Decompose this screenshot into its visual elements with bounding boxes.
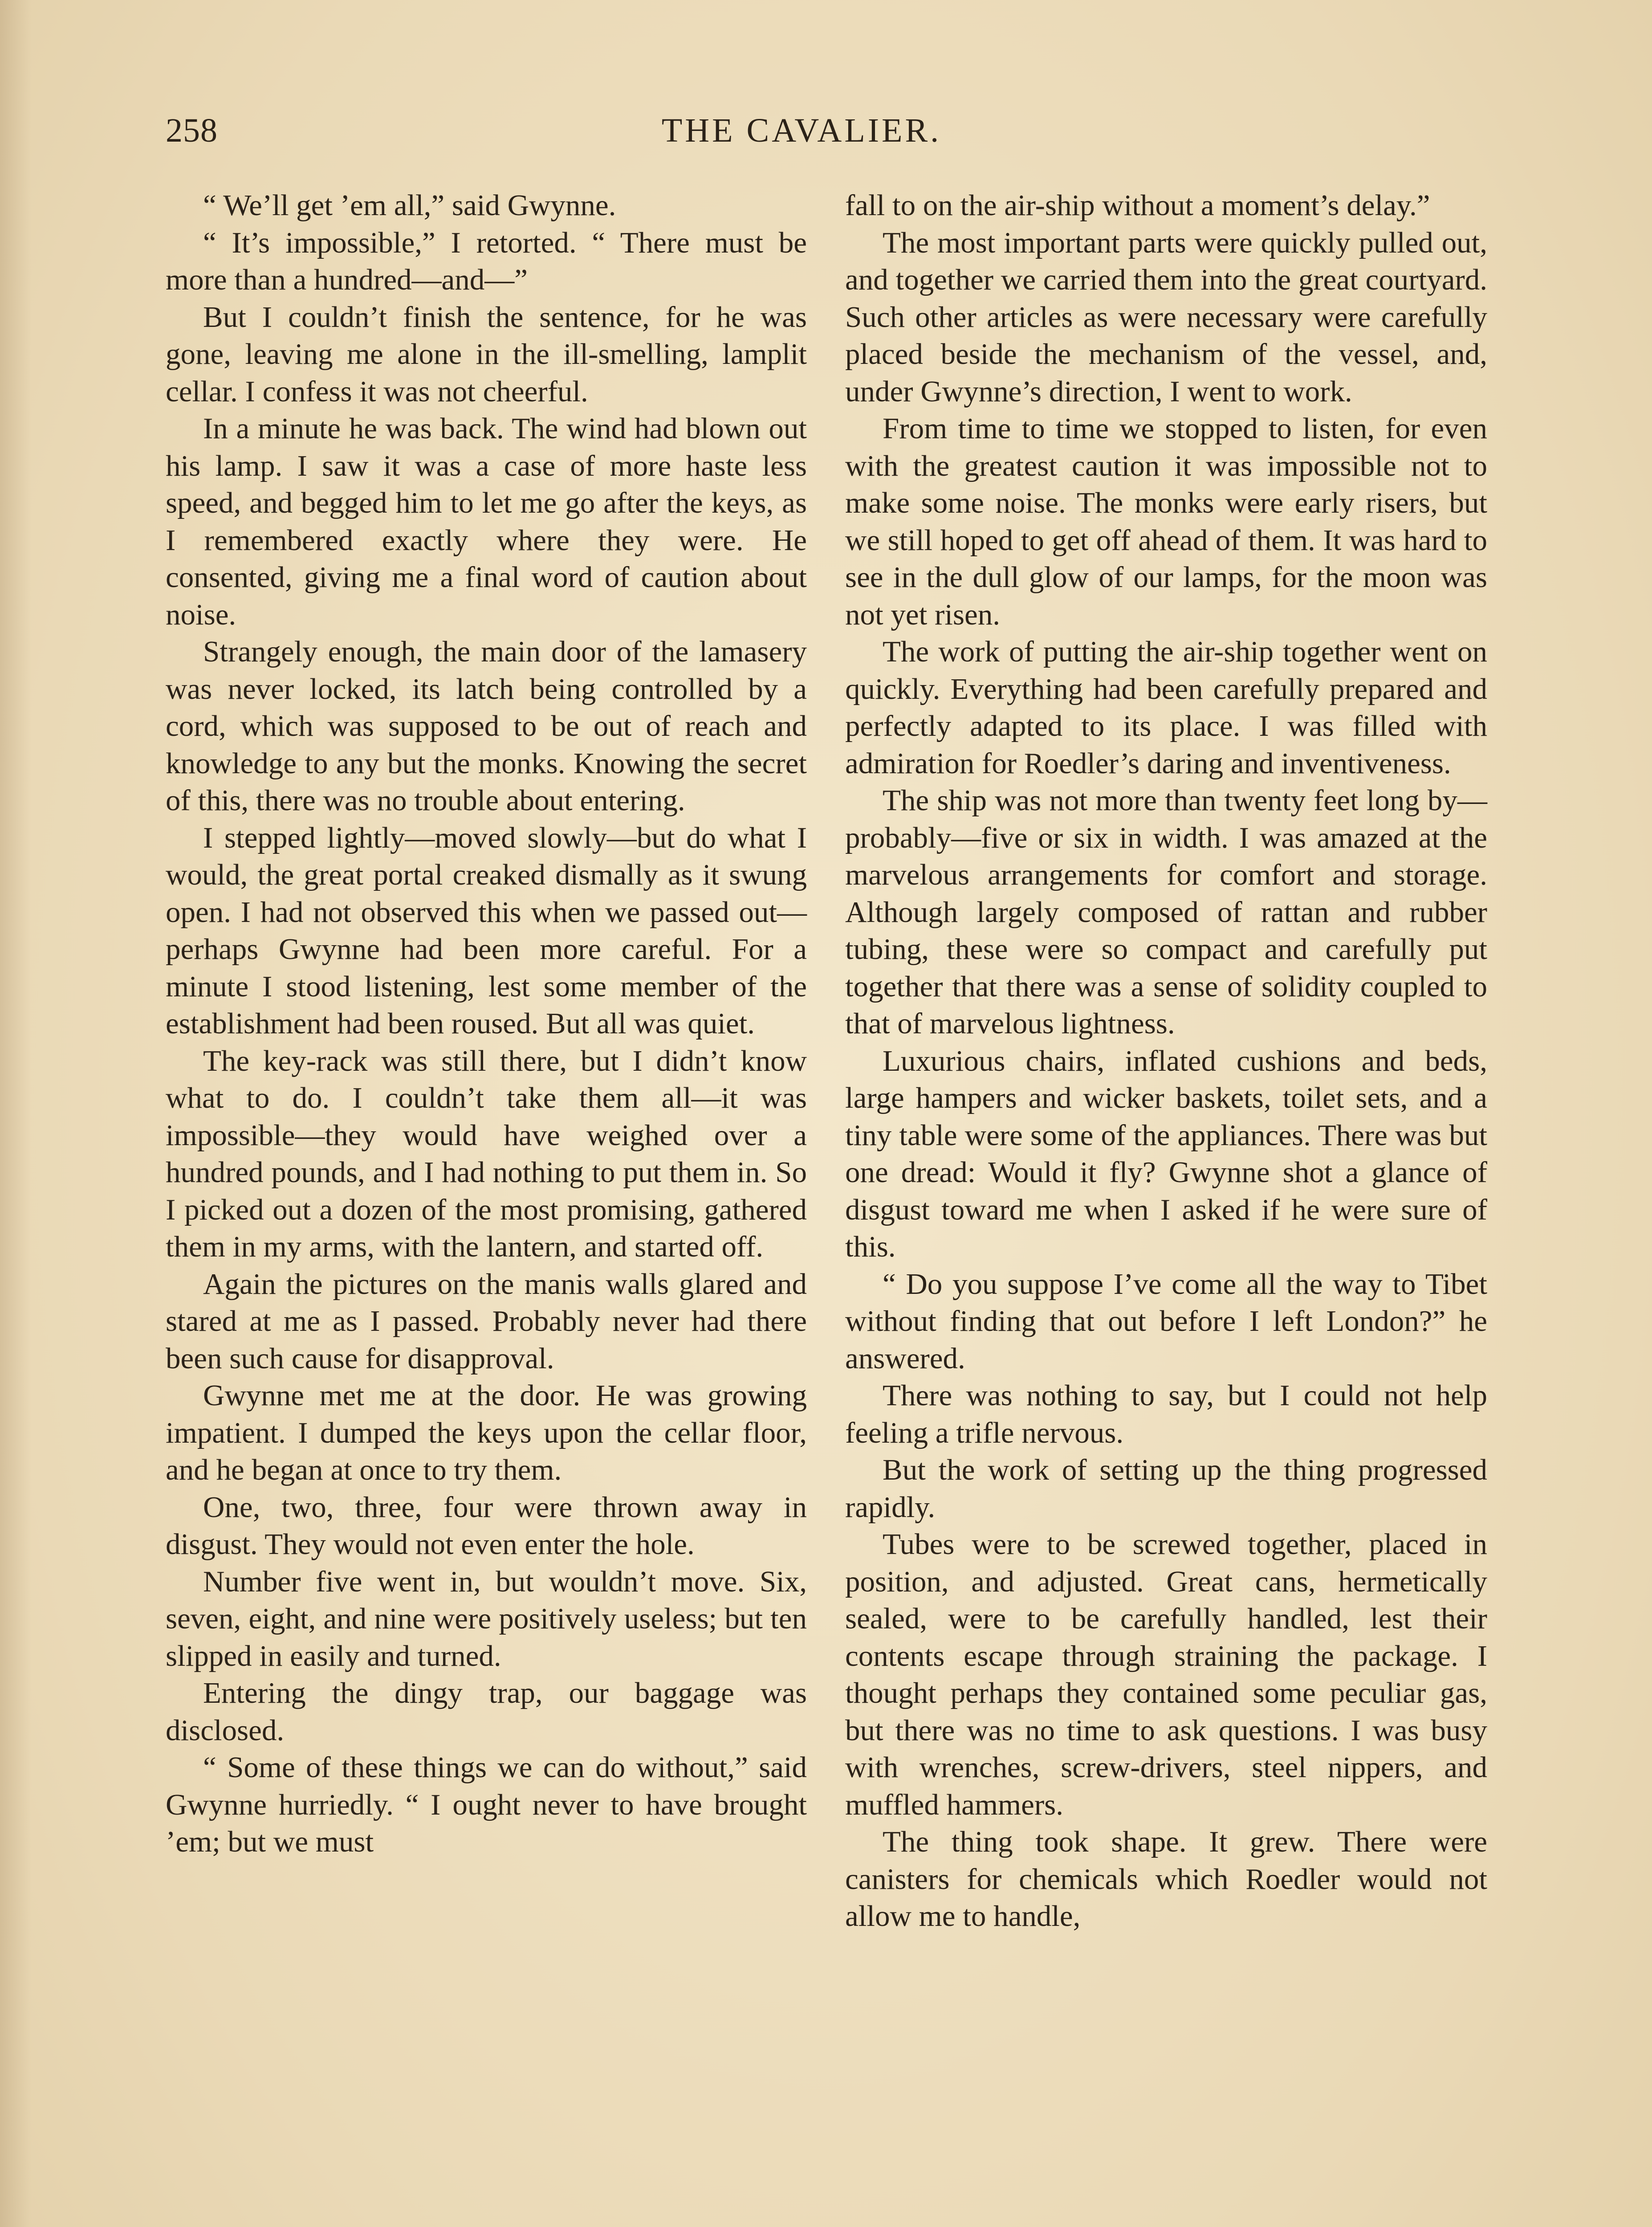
paragraph-continued: fall to on the air-ship without a moment’s delay.”	[845, 189, 1430, 222]
paragraph: Number five went in, but wouldn’t move. Six, seven, eight, and nine were positively useless; but ten slipped in easily and turned.	[166, 1565, 807, 1672]
binding-shadow	[0, 0, 31, 2227]
paragraph: I stepped lightly—moved slowly—but do what I would, the great portal creaked dismally as it swung open. I had not observed this when we passed out—perhaps Gwynne had been more careful. For a minute I stood listening, lest some member of the establishment had been roused. But all was quiet.	[166, 821, 807, 1040]
paragraph: The most important parts were quickly pulled out, and together we carried them into the great courtyard. Such other articles as were necessary were carefully placed beside the mechanism of the vessel, and, under Gwynne’s direction, I went to work.	[845, 226, 1487, 408]
paragraph: From time to time we stopped to listen, for even with the greatest caution it was impossible not to make some noise. The monks were early risers, but we still hoped to get off ahead of them. It was hard to see in the dull glow of our lamps, for the moon was not yet risen.	[845, 412, 1487, 631]
paragraph: Tubes were to be screwed together, placed in position, and adjusted. Great cans, hermetically sealed, were to be carefully handled, lest their contents escape through straining the package. I thought perhaps they contained some peculiar gas, but there was no time to ask questions. I was busy with wrenches, screw-drivers, steel nippers, and muffled hammers.	[845, 1528, 1487, 1821]
paragraph: The work of putting the air-ship together went on quickly. Everything had been carefully prepared and perfectly adapted to its place. I was filled with admiration for Roedler’s daring and inventiveness.	[845, 635, 1487, 780]
paragraph: “ It’s impossible,” I retorted. “ There must be more than a hundred—and—”	[166, 226, 807, 296]
paragraph: Gwynne met me at the door. He was growing impatient. I dumped the keys upon the cellar floor, and he began at once to try them.	[166, 1379, 807, 1486]
paragraph: In a minute he was back. The wind had blown out his lamp. I saw it was a case of more haste less speed, and begged him to let me go after the keys, as I remembered exactly where they were. He consented, giving me a final word of caution about noise.	[166, 412, 807, 631]
left-column	[166, 187, 807, 1861]
right-column	[845, 187, 1487, 1935]
paragraph: Again the pictures on the manis walls glared and stared at me as I passed. Probably never had there been such cause for disapproval.	[166, 1267, 807, 1375]
paragraph: “ Some of these things we can do without,” said Gwynne hurriedly. “ I ought never to have brought ’em; but we must	[166, 1751, 807, 1858]
paragraph: “ Do you suppose I’ve come all the way to Tibet without finding that out before I left London?” he answered.	[845, 1267, 1487, 1375]
paragraph: The thing took shape. It grew. There were canisters for chemicals which Roedler would not allow me to handle,	[845, 1825, 1487, 1933]
paragraph: The key-rack was still there, but I didn’t know what to do. I couldn’t take them all—it was impossible—they would have weighed over a hundred pounds, and I had nothing to put them in. So I picked out a dozen of the most promising, gathered them in my arms, with the lantern, and started off.	[166, 1044, 807, 1263]
running-title: THE CAVALIER.	[661, 112, 942, 149]
paragraph: But the work of setting up the thing progressed rapidly.	[845, 1453, 1487, 1524]
paragraph: But I couldn’t finish the sentence, for he was gone, leaving me alone in the ill-smelling, lamplit cellar. I confess it was not cheerful.	[166, 300, 807, 408]
paragraph: Entering the dingy trap, our baggage was disclosed.	[166, 1676, 807, 1747]
paragraph: The ship was not more than twenty feet long by—probably—five or six in width. I was amazed at the marvelous arrangements for comfort and storage. Although largely composed of rattan and rubber tubing, these were so compact and carefully put together that there was a sense of solidity coupled to that of marvelous lightness.	[845, 784, 1487, 1040]
paragraph: There was nothing to say, but I could not help feeling a trifle nervous.	[845, 1379, 1487, 1449]
paragraph: Strangely enough, the main door of the lamasery was never locked, its latch being controlled by a cord, which was supposed to be out of reach and knowledge to any but the monks. Knowing the secret of this, there was no trouble about entering.	[166, 635, 807, 817]
page-number: 258	[166, 112, 218, 149]
paragraph: One, two, three, four were thrown away in disgust. They would not even enter the hole.	[166, 1490, 807, 1561]
paragraph: “ We’ll get ’em all,” said Gwynne.	[203, 189, 616, 222]
paragraph: Luxurious chairs, inflated cushions and beds, large hampers and wicker baskets, toilet sets, and a tiny table were some of the appliances. There was but one dread: Would it fly? Gwynne shot a glance of disgust toward me when I asked if he were sure of this.	[845, 1044, 1487, 1263]
